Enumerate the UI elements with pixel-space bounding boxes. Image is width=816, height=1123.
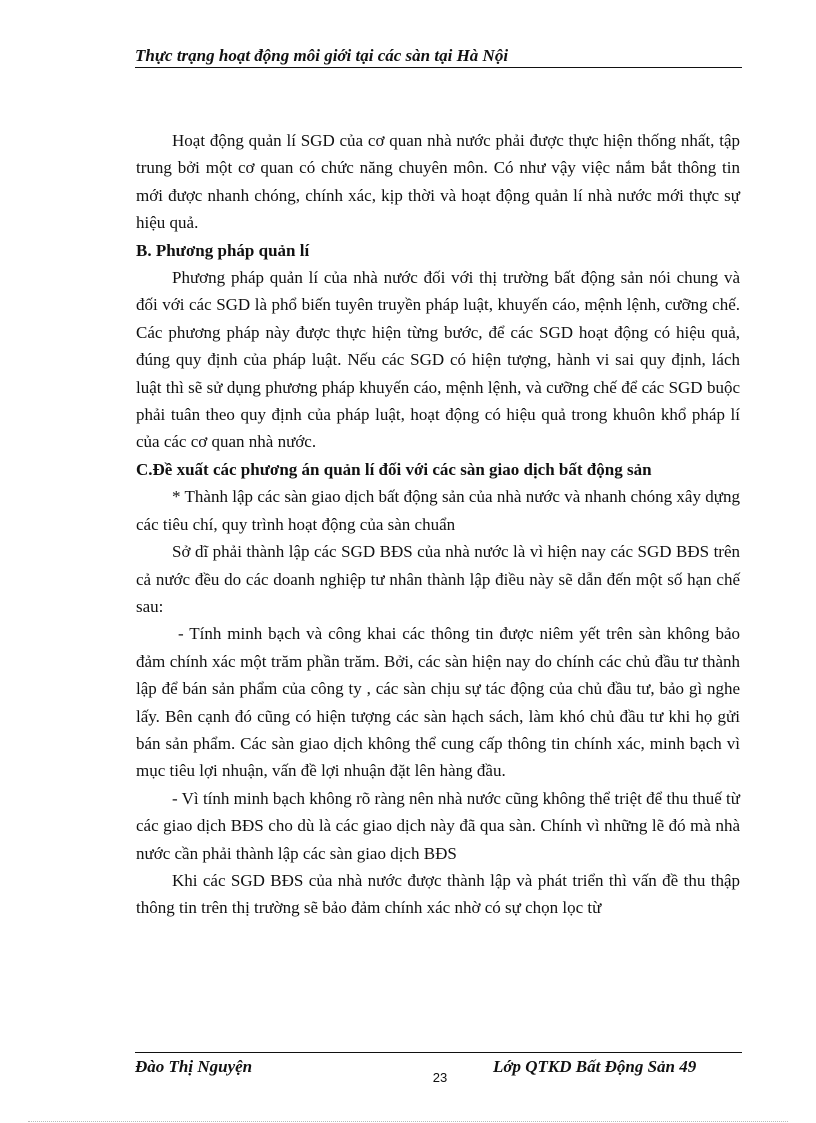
header-divider	[135, 67, 742, 68]
paragraph-state-management: Hoạt động quản lí SGD của cơ quan nhà nước phải được thực hiện thống nhất, tập trung bởi một cơ quan có chức năng chuyên môn. Có như vậy việc nắm bắt thông tin mới được nhanh chóng, chính xác, kịp thời và hoạt động quản lí nhà nước mới thực sự hiệu quả.	[136, 131, 740, 233]
page-bottom-border	[28, 1121, 788, 1122]
paragraph-information: Khi các SGD BĐS của nhà nước được thành lập và phát triển thì vấn đề thu thập thông tin trên thị trường sẽ bảo đảm chính xác nhờ có sự chọn lọc từ	[136, 870, 740, 918]
page-number: 23	[432, 1070, 448, 1085]
paragraph-tax: - Vì tính minh bạch không rõ ràng nên nhà nước cũng không thể triệt để thu thuế từ các giao dịch BĐS cho dù là các giao dịch này đã qua sàn. Chính vì những lẽ đó mà nhà nước cần phải thành lập các sàn giao dịch BĐS	[136, 788, 740, 863]
paragraph-reason: Sở dĩ phải thành lập các SGD BĐS của nhà nước là vì hiện nay các SGD BĐS trên cả nước đều do các doanh nghiệp tư nhân thành lập điều này sẽ dẫn đến một số hạn chế sau:	[136, 542, 740, 616]
section-heading-b: B. Phương pháp quản lí	[136, 240, 310, 260]
footer-divider	[135, 1052, 742, 1053]
page-content	[136, 127, 740, 922]
paragraph-management-methods: Phương pháp quản lí của nhà nước đối với thị trường bất động sản nói chung và đối với các SGD là phổ biến tuyên truyền pháp luật, khuyến cáo, mệnh lệnh, cưỡng chế. Các phương pháp này được thực hiện từng bước, để các SGD hoạt động có hiệu quả, đúng quy định của pháp luật. Nếu các SGD có hiện tượng, hành vi sai quy định, lách luật thì sẽ sử dụng phương pháp khuyến cáo, mệnh lệnh, và cưỡng chế để các SGD buộc phải tuân theo quy định của pháp luật, hoạt động có hiệu quả trong khuôn khổ pháp lí của các cơ quan nhà nước.	[136, 268, 740, 452]
paragraph-transparency: - Tính minh bạch và công khai các thông tin được niêm yết trên sàn không bảo đảm chính xác một trăm phần trăm. Bởi, các sàn hiện nay do chính các chủ đầu tư thành lập để bán sản phẩm của công ty , các sàn chịu sự tác động của chủ đầu tư, bảo gì nghe lấy. Bên cạnh đó cũng có hiện tượng các sàn hạch sách, làm khó chủ đầu tư khi họ gửi bán sản phẩm. Các sàn giao dịch không thể cung cấp thông tin chính xác, minh bạch vì mục tiêu lợi nhuận, vấn đề lợi nhuận đặt lên hàng đầu.	[136, 624, 740, 781]
section-heading-c: C.Đề xuất các phương án quản lí đối với các sàn giao dịch bất động sản	[136, 459, 652, 479]
header-title: Thực trạng hoạt động môi giới tại các sàn tại Hà Nội	[135, 46, 509, 65]
paragraph-proposal-bullet: * Thành lập các sàn giao dịch bất động sản của nhà nước và nhanh chóng xây dựng các tiêu chí, quy trình hoạt động của sàn chuẩn	[136, 487, 740, 534]
footer-class-name: Lớp QTKD Bất Động Sản 49	[493, 1057, 697, 1076]
footer-author: Đào Thị Nguyện	[135, 1057, 253, 1076]
